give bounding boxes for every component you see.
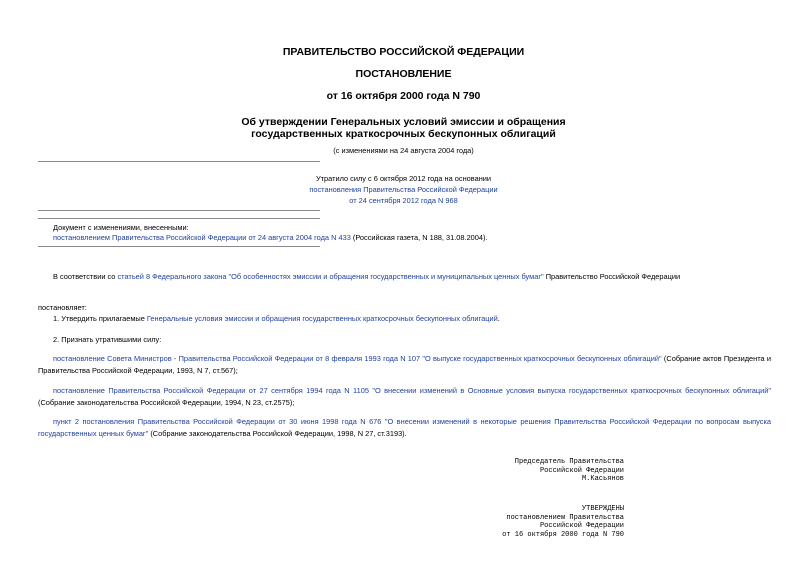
approved-org: Российской Федерации: [539, 522, 624, 531]
document-title-line-1: Об утверждении Генеральных условий эмиссии и обращения: [241, 116, 566, 128]
divider: [38, 161, 320, 162]
repealed-act-source: (Собрание законодательства Российской Федерации, 1994, N 23, ст.2575);: [38, 397, 295, 407]
preamble-text: В соответствии со: [53, 272, 118, 281]
expired-basis-link[interactable]: постановления Правительства Российской Федерации: [309, 185, 498, 194]
repealed-act-link[interactable]: пункт 2 постановления Правительства Российской Федерации от 30 июня 1998 года N 676 "О внесении изменений в некоторые решения Правительства Российской Федерации по вопросам выпуска государственных ценных бумаг": [38, 417, 771, 438]
amendments-line: [53, 232, 488, 244]
divider: [38, 218, 320, 219]
expired-basis-link-date[interactable]: от 24 сентября 2012 года N 968: [349, 196, 458, 205]
issuing-authority: ПРАВИТЕЛЬСТВО РОССИЙСКОЙ ФЕДЕРАЦИИ: [282, 46, 525, 58]
resolves-word: постановляет:: [38, 303, 87, 312]
general-conditions-link[interactable]: Генеральные условия эмиссии и обращения государственных краткосрочных бескупонных облигаций: [146, 314, 498, 323]
approved-label: УТВЕРЖДЕНЫ: [581, 505, 624, 513]
amendment-link[interactable]: постановлением Правительства Российской Федерации от 24 августа 2004 года N 433: [53, 233, 351, 242]
document-title-line-2: государственных краткосрочных бескупонных облигаций: [251, 128, 556, 140]
approved-date: от 16 октября 2000 года N 790: [502, 530, 624, 539]
divider: [38, 246, 320, 247]
signature-name: М.Касьянов: [581, 475, 624, 484]
item-2: 2. Признать утратившими силу:: [53, 335, 162, 344]
repealed-act-link[interactable]: постановление Совета Министров - Правительства Российской Федерации от 8 февраля 1993 года N 107 "О выпуске государственных краткосрочных бескупонных облигаций": [53, 354, 662, 363]
repealed-act-link[interactable]: постановление Правительства Российской Федерации от 27 сентября 1994 года N 1105 "О внесении изменений в Основные условия выпуска государственных краткосрочных бескупонных облигаций": [53, 386, 771, 395]
expired-notice: Утратило силу с 6 октября 2012 года на основании: [315, 174, 492, 183]
amendments-note: (с изменениями на 24 августа 2004 года): [333, 146, 474, 155]
repealed-item: [38, 353, 771, 376]
repealed-act-source: (Собрание актов Президента и Правительства Российской Федерации, 1993, N 7, ст.567);: [38, 354, 771, 375]
item-1-text: 1. Утвердить прилагаемые: [53, 314, 147, 323]
amendments-intro: Документ с изменениями, внесенными:: [53, 223, 189, 232]
preamble-text-end: Правительство Российской Федерации: [543, 272, 681, 281]
item-1-end: .: [497, 314, 500, 323]
approved-block: [502, 505, 624, 539]
repealed-item: [38, 385, 771, 408]
signature-org: Российской Федерации: [539, 466, 624, 475]
document-type: ПОСТАНОВЛЕНИЕ: [355, 68, 452, 80]
signature-block: [515, 458, 624, 484]
repealed-item: [38, 416, 771, 439]
signature-position: Председатель Правительства: [514, 458, 624, 466]
amendment-source: (Российская газета, N 188, 31.08.2004).: [350, 233, 488, 242]
law-article-link[interactable]: статьей 8 Федерального закона "Об особенностях эмиссии и обращения государственных и муниципальных ценных бумаг": [117, 272, 544, 281]
repealed-act-source: (Собрание законодательства Российской Федерации, 1998, N 27, ст.3193).: [148, 428, 407, 438]
document-date-number: от 16 октября 2000 года N 790: [326, 90, 481, 102]
preamble: [53, 271, 773, 283]
item-1: [53, 313, 500, 325]
approved-by: постановлением Правительства: [506, 513, 624, 522]
divider: [38, 210, 320, 211]
